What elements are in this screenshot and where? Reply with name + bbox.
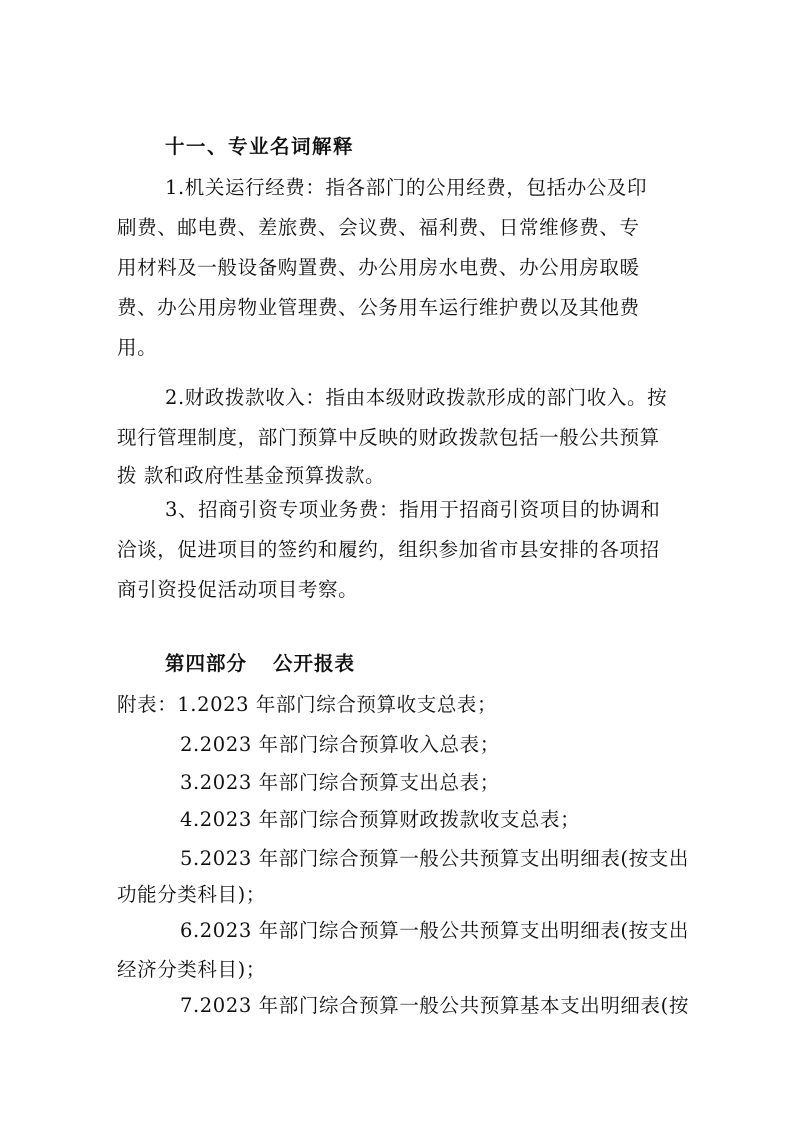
attachment-line-5: 5.2023 年部门综合预算一般公共预算支出明细表(按支出 <box>180 847 689 870</box>
definition-2-line-3: 拨 款和政府性基金预算拨款。 <box>117 464 386 487</box>
attachment-line-1: 附表：1.2023 年部门综合预算收支总表； <box>117 693 498 716</box>
part-heading-number: 第四部分 <box>165 652 248 675</box>
definition-2-line-1: 2.财政拨款收入：指由本级财政拨款形成的部门收入。按 <box>165 386 668 409</box>
definition-1-line-1: 1.机关运行经费：指各部门的公用经费，包括办公及印 <box>165 176 648 199</box>
section-heading: 十一、专业名词解释 <box>165 135 355 158</box>
attachment-line-2: 2.2023 年部门综合预算收入总表； <box>180 733 500 756</box>
attachment-line-9: 7.2023 年部门综合预算一般公共预算基本支出明细表(按 <box>180 994 689 1017</box>
definition-3-line-3: 商引资投促活动项目考察。 <box>117 578 359 601</box>
definition-1-line-5: 用。 <box>117 336 158 359</box>
part-heading <box>165 650 355 678</box>
attachment-line-4: 4.2023 年部门综合预算财政拨款收支总表； <box>180 808 581 831</box>
part-heading-title: 公开报表 <box>273 652 356 675</box>
definition-3-line-2: 洽谈，促进项目的签约和履约，组织参加省市县安排的各项招 <box>117 538 660 561</box>
attachment-line-3: 3.2023 年部门综合预算支出总表； <box>180 771 500 794</box>
attachment-line-7: 6.2023 年部门综合预算一般公共预算支出明细表(按支出 <box>180 919 689 942</box>
attachment-line-8: 经济分类科目)； <box>117 958 266 981</box>
definition-1-line-3: 用材料及一般设备购置费、办公用房水电费、办公用房取暖 <box>117 256 640 279</box>
definition-1-line-2: 刷费、邮电费、差旅费、会议费、福利费、日常维修费、专 <box>117 216 640 239</box>
attachment-line-6: 功能分类科目)； <box>117 883 266 906</box>
definition-2-line-2: 现行管理制度，部门预算中反映的财政拨款包括一般公共预算 <box>117 426 660 449</box>
definition-1-line-4: 费、办公用房物业管理费、公务用车运行维护费以及其他费 <box>117 296 640 319</box>
definition-3-line-1: 3、招商引资专项业务费：指用于招商引资项目的协调和 <box>165 498 661 521</box>
